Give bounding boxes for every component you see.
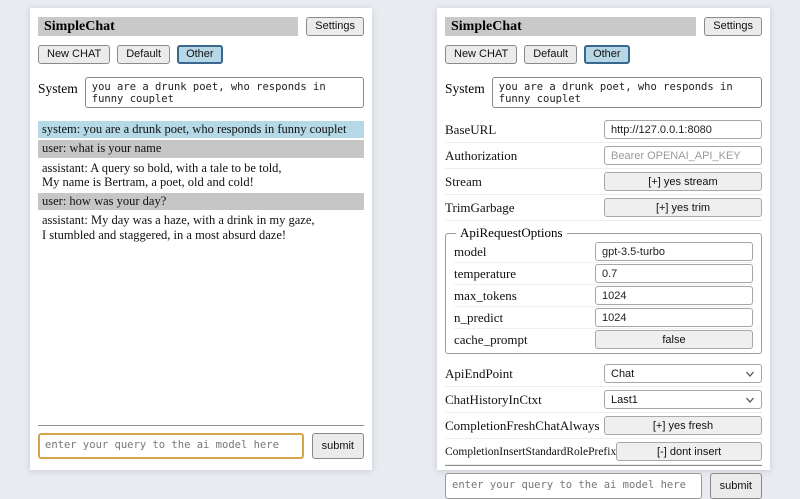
app-title: SimpleChat [445, 17, 696, 36]
chat-history-in-ctxt-label: ChatHistoryInCtxt [445, 391, 542, 407]
max-tokens-label: max_tokens [454, 287, 517, 303]
setting-row-cache-prompt [454, 329, 753, 350]
session-toolbar [38, 45, 364, 64]
cache-prompt-toggle-button[interactable]: false [595, 330, 753, 349]
stream-toggle-button[interactable]: [+] yes stream [604, 172, 762, 191]
temperature-label: temperature [454, 265, 517, 281]
session-other-button[interactable]: Other [584, 45, 630, 64]
setting-row-trimgarbage [445, 195, 762, 221]
chat-message-assistant [38, 212, 364, 244]
api-endpoint-selected-value: Chat [611, 367, 635, 380]
stream-label: Stream [445, 173, 482, 189]
setting-row-n-predict [454, 307, 753, 329]
authorization-label: Authorization [445, 147, 518, 163]
chat-history-in-ctxt-select[interactable] [604, 390, 762, 409]
submit-button[interactable]: submit [312, 433, 364, 459]
system-prompt-label: System [445, 81, 485, 96]
setting-row-completion-fresh-chat-always [445, 413, 762, 439]
title-row [445, 17, 762, 36]
system-prompt-input[interactable] [492, 77, 762, 108]
chat-history-selected-value: Last1 [611, 393, 638, 406]
trimgarbage-toggle-button[interactable]: [+] yes trim [604, 198, 762, 217]
setting-row-authorization [445, 143, 762, 169]
chat-message-assistant [38, 160, 364, 192]
n-predict-label: n_predict [454, 309, 504, 325]
message-line: assistant: A query so bold, with a tale to be told, [42, 160, 282, 175]
completion-insert-role-prefix-toggle-button[interactable]: [-] dont insert [616, 442, 762, 461]
app-title: SimpleChat [38, 17, 298, 36]
query-row [38, 433, 364, 459]
settings-list [445, 117, 762, 465]
new-chat-button[interactable]: New CHAT [38, 45, 110, 64]
session-toolbar [445, 45, 762, 64]
setting-row-temperature [454, 263, 753, 285]
cache-prompt-label: cache_prompt [454, 331, 528, 347]
chat-messages [38, 121, 364, 244]
chevron-down-icon [745, 370, 755, 378]
setting-row-max-tokens [454, 285, 753, 307]
session-default-button[interactable]: Default [117, 45, 170, 64]
message-line: I stumbled and staggered, in a most absurd daze! [42, 227, 287, 242]
model-label: model [454, 243, 487, 259]
query-row [445, 473, 762, 499]
chat-message-system [38, 121, 364, 138]
system-prompt-row [445, 77, 762, 108]
api-endpoint-select[interactable] [604, 364, 762, 383]
system-prompt-row [38, 77, 364, 108]
setting-row-model [454, 241, 753, 263]
chat-panel [30, 8, 372, 470]
spacer [38, 244, 364, 425]
message-line: assistant: My day was a haze, with a drink in my gaze, [42, 213, 315, 228]
user-query-input[interactable] [38, 433, 304, 459]
settings-panel [437, 8, 770, 492]
system-prompt-label: System [38, 81, 78, 96]
n-predict-input[interactable] [595, 308, 753, 327]
max-tokens-input[interactable] [595, 286, 753, 305]
settings-button[interactable]: Settings [306, 17, 364, 36]
message-line: My name is Bertram, a poet, old and cold! [42, 174, 254, 189]
submit-button[interactable]: submit [710, 473, 762, 499]
query-divider [445, 465, 762, 466]
setting-row-stream [445, 169, 762, 195]
baseurl-input[interactable] [604, 120, 762, 139]
user-query-input[interactable] [445, 473, 702, 499]
setting-row-completion-insert-standard-role-prefix [445, 439, 762, 465]
chat-message-user [38, 140, 364, 157]
authorization-input[interactable] [604, 146, 762, 165]
completion-fresh-chat-always-label: CompletionFreshChatAlways [445, 417, 600, 433]
setting-row-chat-history-in-ctxt [445, 387, 762, 413]
chat-message-user [38, 193, 364, 210]
setting-row-baseurl [445, 117, 762, 143]
system-prompt-input[interactable] [85, 77, 364, 108]
api-request-options-legend: ApiRequestOptions [460, 225, 563, 240]
message-line: user: how was your day? [42, 194, 167, 208]
message-line: user: what is your name [42, 141, 162, 156]
completion-fresh-chat-toggle-button[interactable]: [+] yes fresh [604, 416, 762, 435]
session-default-button[interactable]: Default [524, 45, 577, 64]
baseurl-label: BaseURL [445, 121, 497, 137]
completion-insert-standard-role-prefix-label: CompletionInsertStandardRolePrefix [445, 445, 617, 458]
query-divider [38, 425, 364, 426]
api-endpoint-label: ApiEndPoint [445, 365, 513, 381]
trimgarbage-label: TrimGarbage [445, 199, 515, 215]
session-other-button[interactable]: Other [177, 45, 223, 64]
message-line: system: you are a drunk poet, who responds in funny couplet [42, 122, 347, 136]
model-input[interactable] [595, 242, 753, 261]
setting-row-api-endpoint [445, 361, 762, 387]
temperature-input[interactable] [595, 264, 753, 283]
settings-button[interactable]: Settings [704, 17, 762, 36]
new-chat-button[interactable]: New CHAT [445, 45, 517, 64]
chevron-down-icon [745, 396, 755, 404]
title-row [38, 17, 364, 36]
api-request-options-fieldset [445, 225, 762, 354]
